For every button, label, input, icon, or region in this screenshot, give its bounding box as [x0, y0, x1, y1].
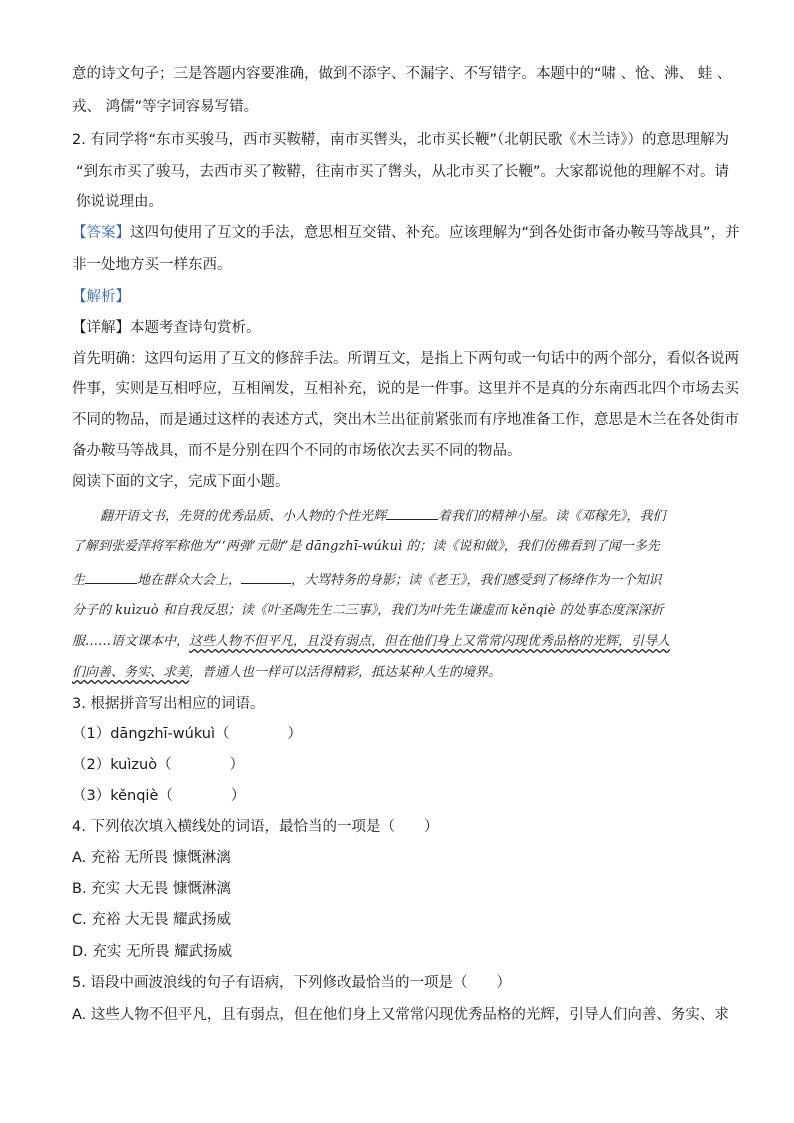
passage-text: 地在群众大会上，	[137, 573, 242, 588]
question-2-line-1: 2. 有同学将“东市买骏马，西市买鞍鞯，南市买辔头，北市买长鞭”（北朝民歌《木兰诗》）的意思理解为	[72, 132, 729, 148]
item-label: （3）kěnqiè（	[72, 788, 173, 804]
answer-line-1	[72, 223, 740, 243]
intro-line-1: 意的诗文句子；三是答题内容要准确，做到不添字、不漏字、不写错字。本题中的“啸 、怆、沸、 蛙 、	[72, 66, 732, 82]
passage-text: ，普通人也一样可以活得精彩，抵达某种人生的境界。	[189, 665, 502, 680]
passage-text: 生	[72, 573, 86, 588]
close-paren: ）	[229, 757, 245, 773]
fill-blank-2	[85, 569, 137, 584]
intro-line-2: 戎、 鸿儒”等字词容易写错。	[72, 99, 259, 115]
passage-text: 着我们的精神小屋。读《邓稼先》，我们	[438, 509, 666, 524]
question-5-option-a: A. 这些人物不但平凡，且有弱点，但在他们身上又常常闪现优秀品格的光辉，引导人们向善、务实、求	[72, 1007, 729, 1023]
question-4-option-b: B. 充实 大无畏 慷慨淋漓	[72, 881, 231, 897]
answer-text-1: 这四句使用了互文的手法，意思相互交错、补充。应该理解为“到各处街市备办鞍马等战具”，并	[130, 225, 740, 241]
passage-line-3	[72, 569, 722, 591]
answer-tag: 【答案】	[72, 225, 130, 241]
passage-text: 翻开语文书，先贤的优秀品质、小人物的个性光辉	[100, 509, 387, 524]
question-3-item-2	[72, 755, 244, 775]
question-3-item-3	[72, 786, 245, 806]
detail-tag: 【详解】	[72, 320, 130, 336]
item-label: （1）dāngzhī-wúkuì（	[72, 726, 230, 742]
wavy-underlined-sentence: 们向善、务实、求美	[72, 665, 190, 680]
passage-line-2: 了解到张爱萍将军称他为“‘两弹’元勋”是 dāngzhī-wúkuì 的；读《说和做》，我们仿佛看到了闻一多先	[72, 539, 660, 554]
question-4-option-d: D. 充实 无所畏 耀武扬威	[72, 944, 233, 960]
question-5-stem: 5. 语段中画波浪线的句子有语病，下列修改最恰当的一项是（ ）	[72, 975, 511, 991]
passage-text: ，大骂特务的身影；读《老王》，我们感受到了杨绛作为一个知识	[291, 573, 662, 588]
question-4-option-c: C. 充裕 大无畏 耀武扬威	[72, 912, 232, 928]
question-2-line-3: 你说说理由。	[76, 194, 163, 210]
passage-line-5	[72, 632, 722, 652]
fill-blank-3	[241, 569, 291, 584]
close-paren: ）	[230, 788, 246, 804]
analysis-tag: 【解析】	[72, 289, 130, 305]
passage-line-4: 分子的 kuìzuò 和自我反思；读《叶圣陶先生二三事》，我们为叶先生谦虚而 kěnqiè 的处事态度深深折	[72, 603, 664, 618]
analysis-line-2: 件事，实则是互相呼应，互相阐发，互相补充，说的是一件事。这里并不是真的分东南西北四个市场去买	[72, 381, 739, 397]
detail-text: 本题考查诗句赏析。	[130, 320, 261, 336]
read-prompt: 阅读下面的文字，完成下面小题。	[72, 474, 290, 490]
wavy-underlined-sentence: 这些人物不但平凡，且没有弱点，但在他们身上又常常闪现优秀品格的光辉，引导人	[189, 634, 671, 649]
item-label: （2）kuìzuò（	[72, 757, 172, 773]
analysis-line-1: 首先明确：这四句运用了互文的修辞手法。所谓互文，是指上下两句或一句话中的两个部分，看似各说两	[72, 351, 739, 367]
question-3-item-1	[72, 724, 302, 744]
question-2-line-2: “到东市买了骏马，去西市买了鞍鞯，往南市买了辔头，从北市买了长鞭”。大家都说他的理解不对。请	[76, 164, 730, 180]
close-paren: ）	[287, 726, 302, 742]
detail-line	[72, 318, 261, 338]
passage-line-1	[100, 505, 750, 527]
question-3-stem: 3. 根据拼音写出相应的词语。	[72, 696, 265, 712]
analysis-line-3: 不同的物品，而是通过这样的表述方式，突出木兰出征前紧张而有序地准备工作，意思是木兰在各处街市	[72, 412, 739, 428]
passage-line-6	[72, 663, 722, 683]
analysis-line-4: 备办鞍马等战具，而不是分别在四个不同的市场依次去买不同的物品。	[72, 443, 522, 459]
question-4-stem: 4. 下列依次填入横线处的词语，最恰当的一项是（ ）	[72, 819, 439, 835]
passage-text: 服……语文课本中，	[72, 634, 190, 649]
fill-blank-1	[386, 505, 438, 520]
question-4-option-a: A. 充裕 无所畏 慷慨淋漓	[72, 850, 231, 866]
answer-line-2: 非一处地方买一样东西。	[72, 257, 232, 273]
